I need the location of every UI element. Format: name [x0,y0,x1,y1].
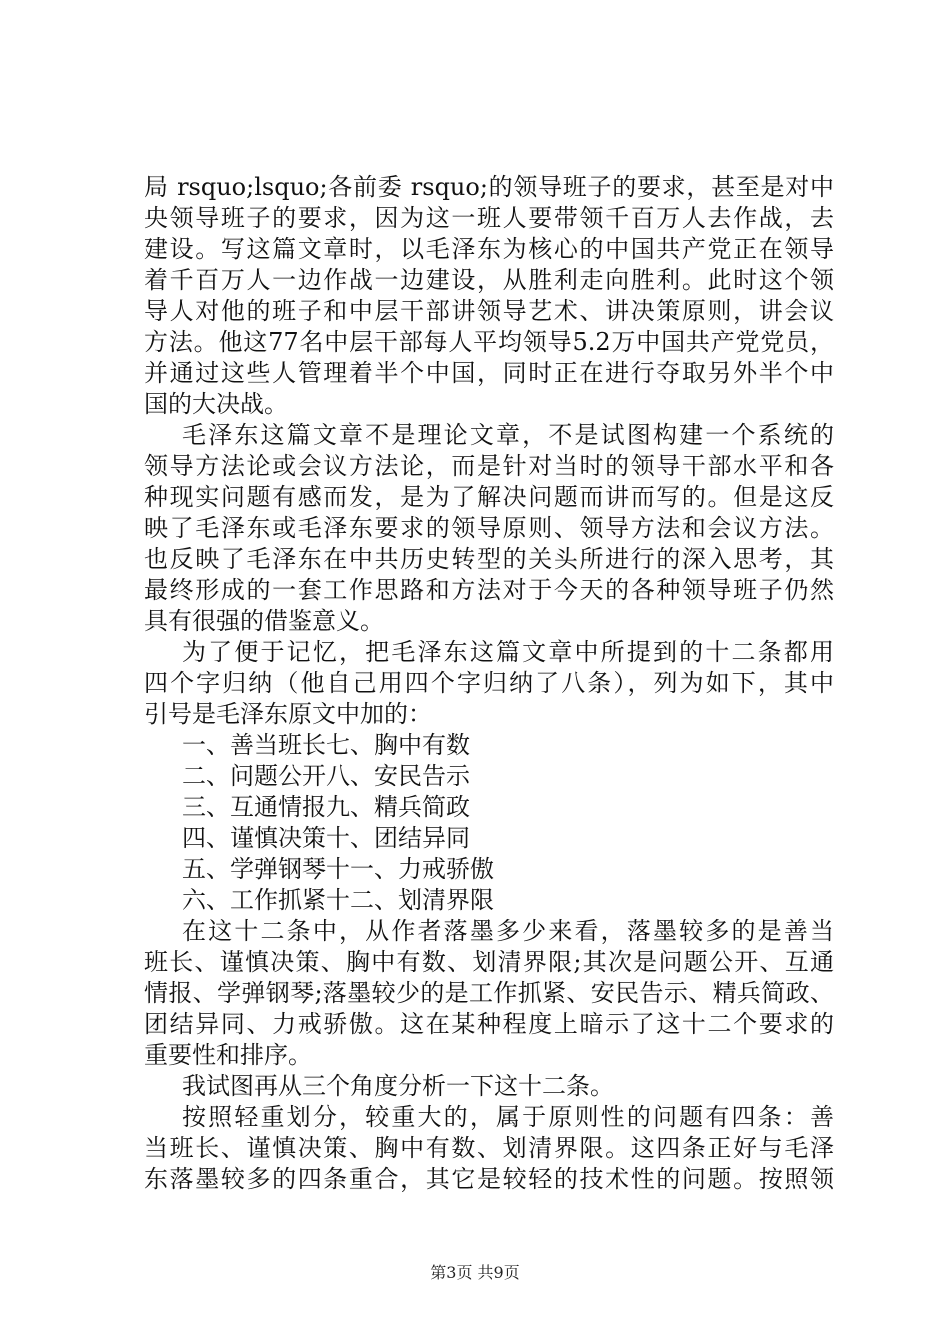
list-item: 一、善当班长七、胸中有数 [182,731,470,759]
paragraph-start-line: 按照轻重划分，较重大的，属于原则性的问题有四条：善 [182,1103,834,1131]
text-line: 着千百万人一边作战一边建设，从胜利走向胜利。此时这个领 [144,266,834,294]
page-footer: 第3页 共9页 [430,1263,520,1282]
text-line: 国的大决战。 [144,390,288,418]
text-line: 四个字归纳（他自己用四个字归纳了八条），列为如下，其中 [144,669,834,697]
list-item: 四、谨慎决策十、团结异同 [182,824,470,852]
text-line: 重要性和排序。 [144,1041,312,1069]
text-line: 局 rsquo;lsquo;各前委 rsquo;的领导班子的要求，甚至是对中 [144,173,834,201]
list-item: 三、互通情报九、精兵简政 [182,793,470,821]
list-item: 六、工作抓紧十二、划清界限 [182,886,494,914]
text-line: 当班长、谨慎决策、胸中有数、划清界限。这四条正好与毛泽 [144,1134,834,1162]
body-text [144,172,834,1195]
list-item: 二、问题公开八、安民告示 [182,762,470,790]
text-line: 团结异同、力戒骄傲。这在某种程度上暗示了这十二个要求的 [144,1010,834,1038]
paragraph-start-line: 毛泽东这篇文章不是理论文章，不是试图构建一个系统的 [182,421,834,449]
text-line: 并通过这些人管理着半个中国，同时正在进行夺取另外半个中 [144,359,834,387]
paragraph-start-line: 为了便于记忆，把毛泽东这篇文章中所提到的十二条都用 [182,638,834,666]
text-line: 最终形成的一套工作思路和方法对于今天的各种领导班子仍然 [144,576,834,604]
text-line: 方法。他这77名中层干部每人平均领导5.2万中国共产党党员， [144,328,834,356]
paragraph-start-line: 在这十二条中，从作者落墨多少来看，落墨较多的是善当 [182,917,834,945]
text-line: 央领导班子的要求，因为这一班人要带领千百万人去作战，去 [144,204,834,232]
text-line: 种现实问题有感而发，是为了解决问题而讲而写的。但是这反 [144,483,834,511]
text-line: 映了毛泽东或毛泽东要求的领导原则、领导方法和会议方法。 [144,514,834,542]
paragraph-start-line: 我试图再从三个角度分析一下这十二条。 [182,1072,614,1100]
text-line: 东落墨较多的四条重合，其它是较轻的技术性的问题。按照领 [144,1165,834,1193]
text-line: 也反映了毛泽东在中共历史转型的关头所进行的深入思考，其 [144,545,834,573]
text-line: 建设。写这篇文章时，以毛泽东为核心的中国共产党正在领导 [144,235,834,263]
text-line: 具有很强的借鉴意义。 [144,607,384,635]
text-line: 引号是毛泽东原文中加的： [144,700,432,728]
text-line: 班长、谨慎决策、胸中有数、划清界限;其次是问题公开、互通 [144,948,834,976]
text-line: 导人对他的班子和中层干部讲领导艺术、讲决策原则，讲会议 [144,297,834,325]
text-line: 领导方法论或会议方法论，而是针对当时的领导干部水平和各 [144,452,834,480]
text-line: 情报、学弹钢琴;落墨较少的是工作抓紧、安民告示、精兵简政、 [144,979,834,1007]
list-item: 五、学弹钢琴十一、力戒骄傲 [182,855,494,883]
